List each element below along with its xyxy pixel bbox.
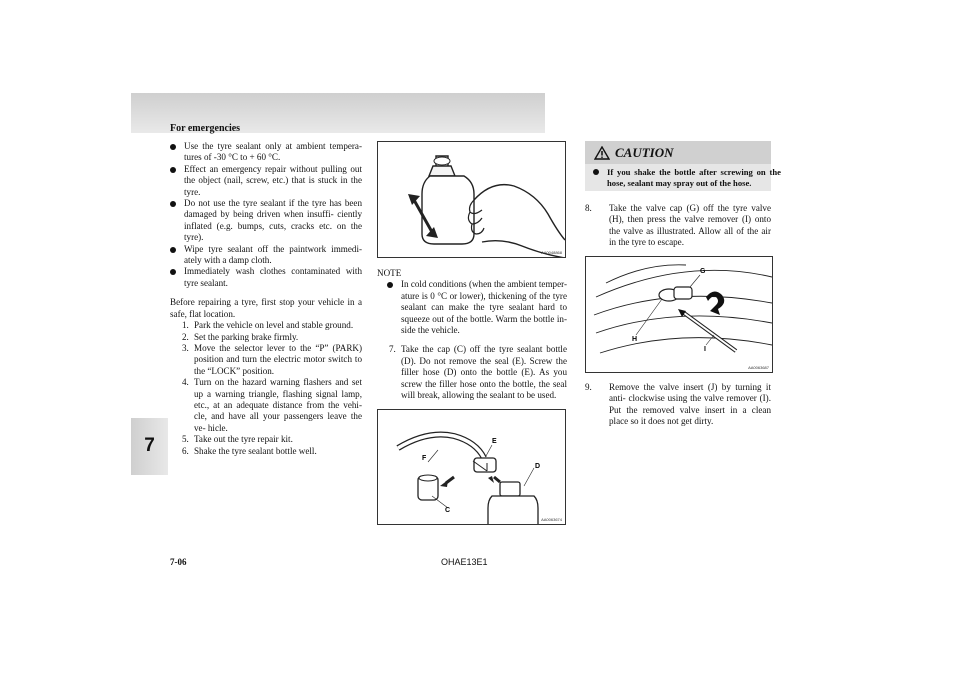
label-e: E xyxy=(492,438,497,445)
step-item: 2. Set the parking brake firmly. xyxy=(182,331,299,342)
figure-code: AA0048868 xyxy=(541,250,562,255)
valve-remover-illustration xyxy=(586,257,772,372)
bullet-icon xyxy=(593,169,599,175)
figure-code: AA0063674 xyxy=(541,517,562,522)
step-item: 5. Take out the tyre repair kit. xyxy=(182,434,293,445)
bullet-item: Immediately wash clothes contaminated with tyre sealant. xyxy=(170,266,362,289)
bullet-icon xyxy=(170,167,176,173)
label-g: G xyxy=(700,268,706,275)
step-item: 3. Move the selector lever to the “P” (PARK) position and turn the electric motor switch to the “LOCK” position. xyxy=(182,342,362,376)
label-c: C xyxy=(445,507,451,514)
bullet-item: Wipe tyre sealant off the paintwork immedi- ately with a damp cloth. xyxy=(170,244,362,267)
label-i: I xyxy=(704,346,706,353)
page-number: 7-06 xyxy=(170,557,187,567)
note-title: NOTE xyxy=(377,268,402,278)
bullet-icon xyxy=(170,247,176,253)
step-item: 9. Remove the valve insert (J) by turning it anti- clockwise using the valve remover (I). Put the removed valve insert in a clean place so it does not get dirty. xyxy=(585,382,771,427)
caution-header xyxy=(585,141,771,164)
step-item: 7. Take the cap (C) off the tyre sealant bottle (D). Do not remove the seal (E). Screw the filler hose (D) onto the bottle (E). As you screw the filler hose onto the bottle, the seal will break, allowing the sealant to be used. xyxy=(389,344,567,401)
step-item: 4. Turn on the hazard warning flashers and set up a warning triangle, flashing signal lamp, etc., at an adequate distance from the vehi- cle, and have all your passengers leave the ve- hicle. xyxy=(182,377,362,433)
figure-hose-bottle xyxy=(377,409,566,525)
figure-code: AA0063687 xyxy=(748,365,769,370)
bullet-item: Use the tyre sealant only at ambient tempera- tures of -30 °C to + 60 °C. xyxy=(170,141,362,164)
label-f: F xyxy=(422,455,427,462)
document-code: OHAE13E1 xyxy=(441,557,488,567)
bullet-item: Effect an emergency repair without pulling out the object (nail, screw, etc.) that is stuck in the tyre. xyxy=(170,164,362,198)
figure-bottle-shake xyxy=(377,141,566,258)
chapter-number: 7 xyxy=(144,435,155,456)
step-item: 1. Park the vehicle on level and stable ground. xyxy=(182,320,354,331)
bullet-icon xyxy=(170,201,176,207)
figure-valve-remover xyxy=(585,256,773,373)
label-h: H xyxy=(632,336,638,343)
bottle-shake-illustration xyxy=(378,142,565,257)
bullet-icon xyxy=(170,269,176,275)
bullet-icon xyxy=(387,282,393,288)
intro-paragraph: Before repairing a tyre, first stop your vehicle in a safe, flat location. xyxy=(170,297,362,319)
step-item: 8. Take the valve cap (G) off the tyre valve (H), then press the valve remover (I) onto the valve as illustrated. Allow all of the air in the tyre to escape. xyxy=(585,203,771,248)
caution-box xyxy=(585,141,781,191)
chapter-tab xyxy=(131,418,168,475)
label-d: D xyxy=(535,463,541,470)
caution-bullet: If you shake the bottle after screwing on the hose, sealant may spray out of the hose. xyxy=(593,167,781,189)
note-bullet: In cold conditions (when the ambient temper- ature is 0 °C or lower), thickening of the tyre sealant can make the tyre sealant hard to squeeze out of the bottle. Warm the bottle in- side the vehicle. xyxy=(387,279,567,336)
caution-title: CAUTION xyxy=(615,145,674,160)
right-column-step9 xyxy=(585,382,771,428)
bullet-item: Do not use the tyre sealant if the tyre has been damaged by being driven when insuffi- ciently inflated (e.g. bumps, cuts, cracks etc. on the tyre). xyxy=(170,198,362,244)
hose-bottle-illustration xyxy=(378,410,565,524)
middle-column xyxy=(377,268,567,401)
step-item: 6. Shake the tyre sealant bottle well. xyxy=(182,445,317,456)
bullet-icon xyxy=(170,144,176,150)
warning-triangle-icon xyxy=(594,146,610,160)
right-column-step8 xyxy=(585,203,771,249)
page-header-title: For emergencies xyxy=(170,123,241,134)
left-column xyxy=(170,141,362,457)
